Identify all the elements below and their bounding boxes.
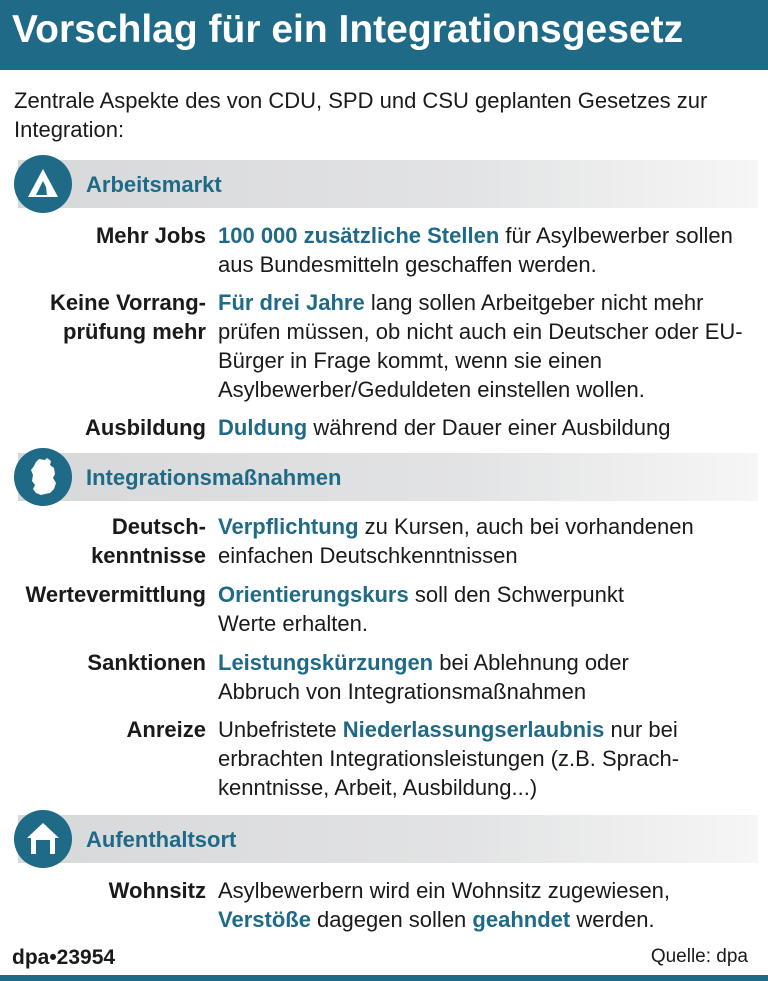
row-body: bei Ablehnung oder Abbruch von Integrationsmaßnahmen (218, 650, 629, 704)
row-body: lang sollen Arbeitgeber nicht mehr prüfen müssen, ob nicht auch ein Deutscher oder EU-Bürger in Frage kommt, wenn sie einen Asylbewerber/Geduldeten einstellen wollen. (218, 290, 743, 402)
row-label: Ausbildung (85, 415, 206, 440)
row-label (91, 512, 206, 570)
row-body: für Asylbewerber sollen aus Bundesmitteln geschaffen werden. (218, 223, 733, 277)
row-highlight: Verstöße (218, 907, 311, 932)
row-label: Anreize (126, 717, 206, 742)
section-title-integrationsmassnahmen: Integrationsmaßnahmen (86, 465, 342, 490)
row-text (218, 288, 758, 404)
row-label: Sanktionen (87, 650, 206, 675)
row-text (218, 648, 688, 706)
row-label-line2: kenntnisse (91, 543, 206, 568)
row-body-before: Unbefristete (218, 717, 343, 742)
source-note: Quelle: dpa (650, 946, 748, 967)
row-label: Mehr Jobs (95, 223, 206, 248)
row-body: soll den Schwerpunkt Werte erhalten. (218, 582, 624, 636)
bottom-bar (0, 975, 768, 981)
row-label-line1: Deutsch- (111, 514, 206, 539)
germany-map-icon (14, 448, 72, 506)
row-label-line1: Keine Vorrang- (49, 290, 206, 315)
row-highlight: Verpflichtung (218, 514, 359, 539)
page-title: Vorschlag für ein Integrationsgesetz (12, 8, 684, 51)
row-text (218, 715, 738, 802)
row-label: Wohnsitz (108, 878, 206, 903)
house-icon (14, 810, 72, 868)
row-text (218, 580, 678, 638)
row-highlight: Orientierungskurs (218, 582, 409, 607)
section-title-arbeitsmarkt: Arbeitsmarkt (86, 172, 222, 197)
row-highlight: Duldung (218, 415, 308, 440)
row-highlight-2: geahndet (472, 907, 571, 932)
row-body: während der Dauer einer Ausbildung (307, 415, 671, 440)
row-body: zu Kursen, auch bei vorhandenen einfachen Deutschkenntnissen (218, 514, 694, 568)
row-body: nur bei erbrachten Integrationsleistungen (z.B. Sprach-kenntnisse, Arbeit, Ausbildung...) (218, 717, 680, 800)
row-highlight: Niederlassungserlaubnis (342, 717, 605, 742)
row-highlight: 100 000 zusätzliche Stellen (218, 223, 500, 248)
row-highlight: Für drei Jahre (218, 290, 365, 315)
row-label-line2: prüfung mehr (63, 319, 206, 344)
row-label: Wertevermittlung (25, 582, 206, 607)
employment-agency-icon (14, 155, 72, 213)
title-banner (0, 0, 768, 70)
row-body-mid: dagegen sollen (310, 907, 473, 932)
intro-text: Zentrale Aspekte des von CDU, SPD und CSU geplanten Gesetzes zur Integration: (14, 88, 708, 142)
row-label (50, 288, 206, 346)
section-title-aufenthaltsort: Aufenthaltsort (86, 827, 237, 852)
row-text (218, 876, 718, 934)
dpa-credit: dpa•23954 (12, 946, 116, 969)
row-text (218, 413, 758, 442)
row-text (218, 221, 758, 279)
row-body: werden. (570, 907, 655, 932)
row-body-before: Asylbewerbern wird ein Wohnsitz zugewiesen, (218, 878, 671, 903)
row-text (218, 512, 758, 570)
row-highlight: Leistungskürzungen (218, 650, 434, 675)
